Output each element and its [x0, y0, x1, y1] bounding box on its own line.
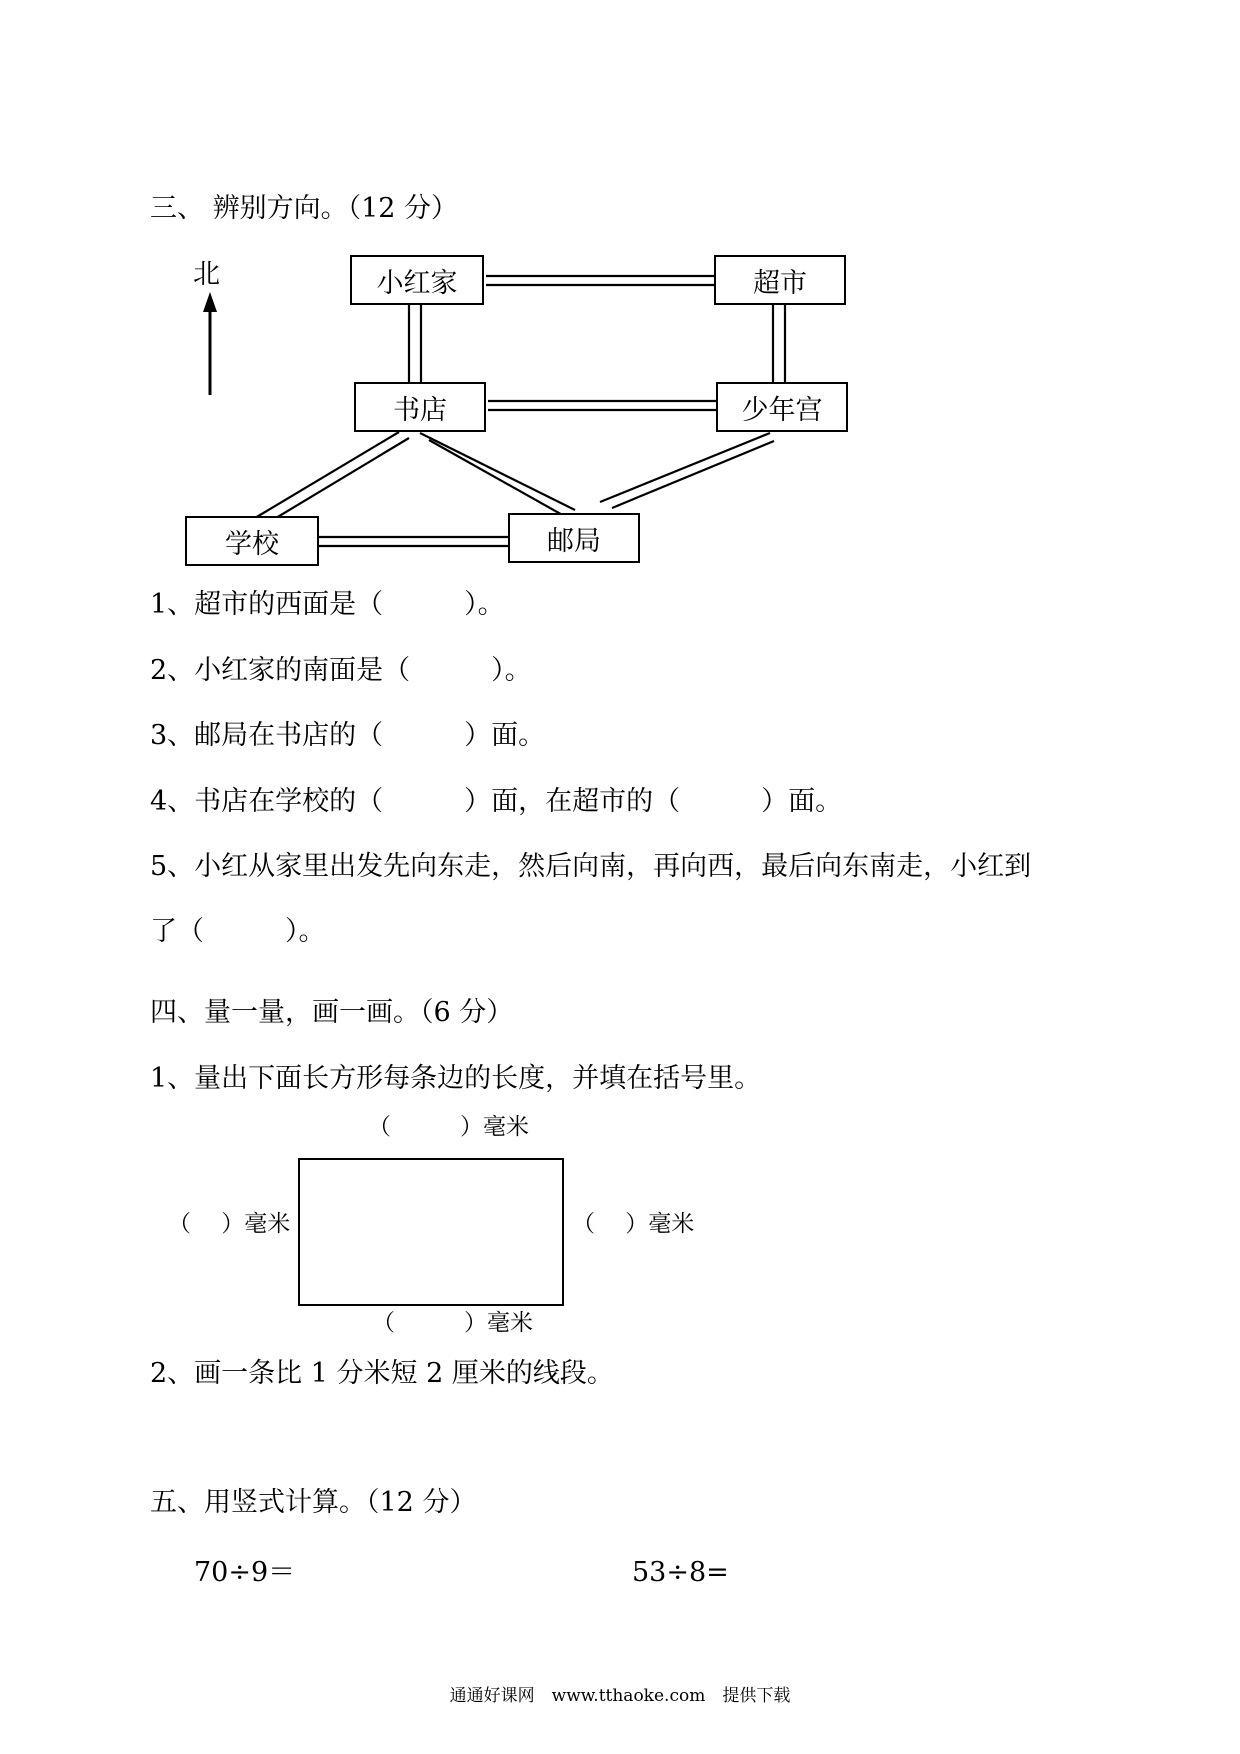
direction-map — [0, 0, 1240, 600]
problem-1: 70÷9＝ — [194, 1557, 296, 1588]
label-left: （ ）毫米 — [168, 1211, 291, 1237]
label-right: （ ）毫米 — [572, 1211, 695, 1237]
question-5: 5、小红从家里出发先向东走，然后向南，再向西，最后向东南走，小红到 — [150, 851, 1032, 882]
place-youju: 邮局 — [508, 513, 640, 563]
label-bottom: （ ）毫米 — [372, 1310, 533, 1336]
north-arrow-head — [203, 292, 217, 312]
section4-q1: 1、量出下面长方形每条边的长度，并填在括号里。 — [150, 1063, 762, 1094]
north-label: 北 — [193, 259, 220, 290]
place-shaoniangong: 少年宫 — [716, 382, 848, 432]
section3-title: 三、 辨别方向。（12 分） — [150, 193, 459, 224]
problem-2: 53÷8= — [632, 1557, 729, 1588]
question-2: 2、小红家的南面是（ ）。 — [150, 655, 532, 686]
place-chaoshi: 超市 — [714, 255, 846, 305]
place-xiaohongjia: 小红家 — [350, 255, 484, 305]
label-top: （ ）毫米 — [368, 1114, 529, 1140]
place-shudian: 书店 — [354, 382, 486, 432]
question-4: 4、书店在学校的（ ）面，在超市的（ ）面。 — [150, 786, 843, 817]
question-5-cont: 了（ ）。 — [150, 916, 326, 947]
measure-rectangle — [298, 1158, 564, 1306]
question-3: 3、邮局在书店的（ ）面。 — [150, 720, 546, 751]
place-xuexiao: 学校 — [185, 516, 319, 566]
question-1: 1、超市的西面是（ ）。 — [150, 589, 505, 620]
section5-title: 五、用竖式计算。（12 分） — [150, 1487, 477, 1518]
section4-title: 四、量一量，画一画。（6 分） — [150, 997, 514, 1028]
section4-q2: 2、画一条比 1 分米短 2 厘米的线段。 — [150, 1358, 614, 1389]
footer-text: 通通好课网 www.tthaoke.com 提供下载 — [449, 1686, 791, 1706]
